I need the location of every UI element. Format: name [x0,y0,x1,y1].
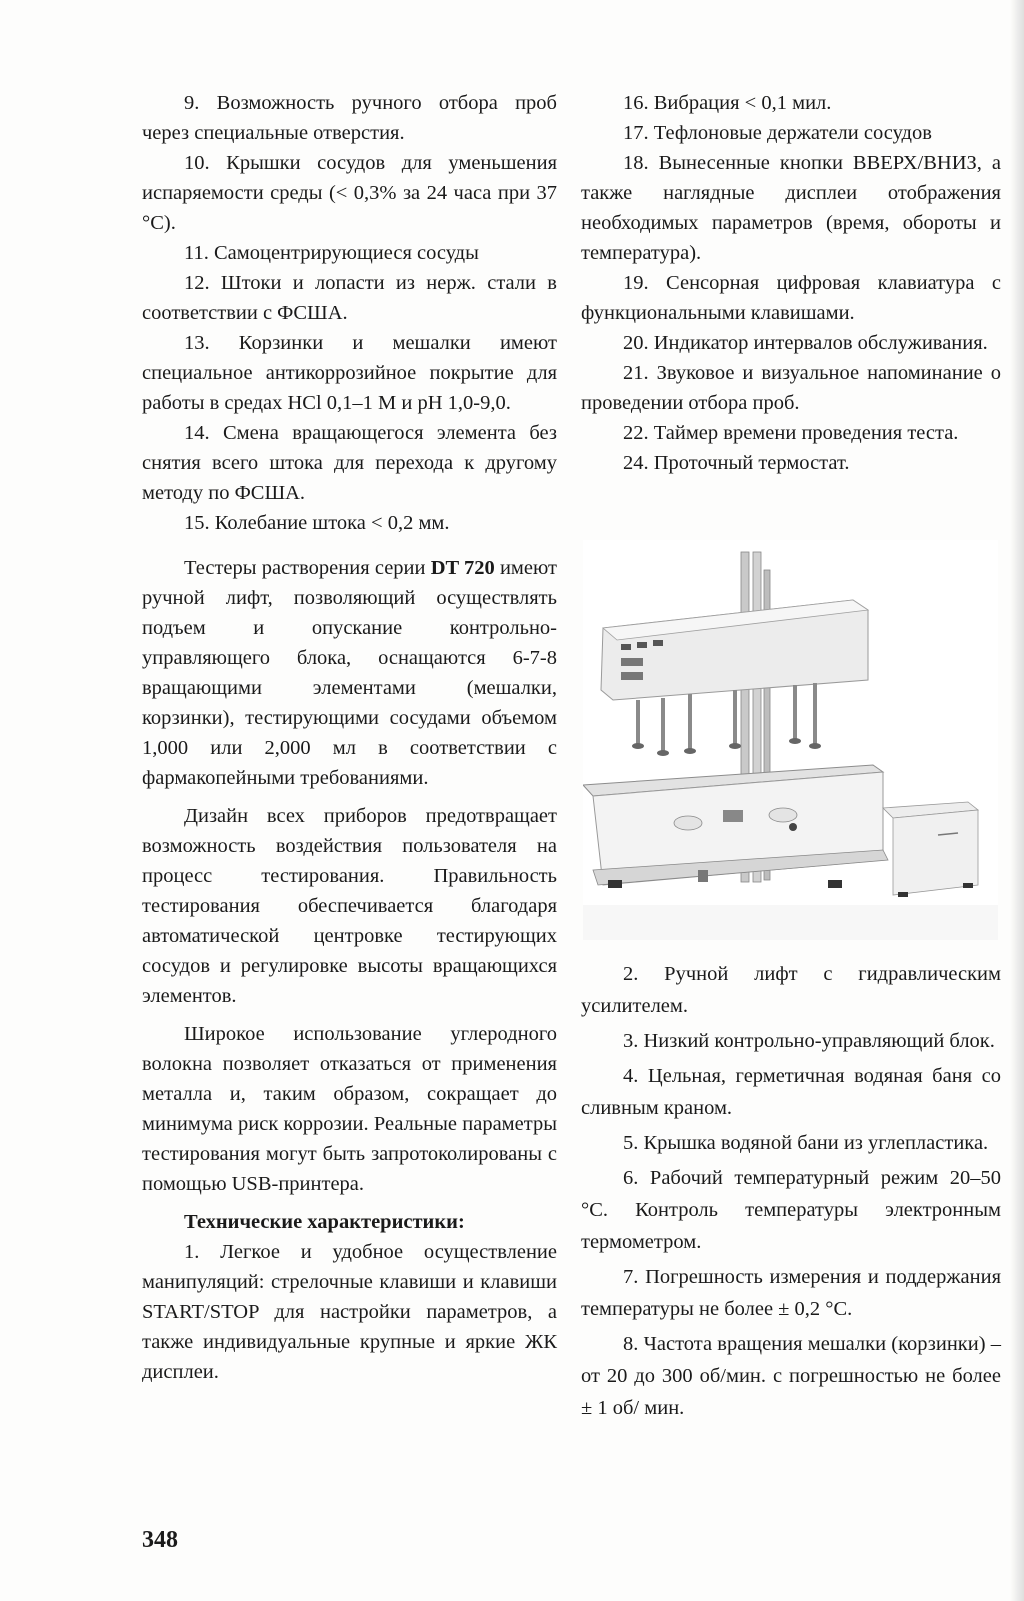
list-item: 2. Ручной лифт с гидравлическим усилителем. [581,963,1001,1017]
intro-paragraph [142,553,557,793]
list-item: 21. Звуковое и визуальное напоминание о проведении отбора проб. [581,362,1001,414]
list-item: 19. Сенсорная цифровая клавиатура с функциональными клавишами. [581,272,1001,324]
list-item: 9. Возможность ручного отбора проб через специальные отверстия. [142,92,557,144]
list-item: 13. Корзинки и мешалки имеют специальное антикоррозийное покрытие для работы в средах HCl 0,1–1 M и pH 1,0-9,0. [142,332,557,414]
page-number: 348 [142,1527,178,1553]
body-paragraph: Дизайн всех приборов предотвращает возможность воздействия пользователя на процесс тестирования. Правильность тестирования обеспечивается благодаря автоматической центровке тестирующих сосудов и регулировке высоты вращающихся элементов. [142,805,557,1007]
intro-suffix: имеют ручной лифт, позволяющий осуществлять подъем и опускание контрольно-управляющего блока, оснащаются 6-7-8 вращающими элементами (мешалки, корзинки), тестирующими сосудами объемом 1,000 или 2,000 мл в соответствии с фармакопейными требованиями. [142,557,557,789]
left-column-list [142,88,557,538]
left-column-body [142,553,557,1387]
list-item: 12. Штоки и лопасти из нерж. стали в соответствии с ФСША. [142,272,557,324]
list-item: 10. Крышки сосудов для уменьшения испаряемости среды (< 0,3% за 24 часа при 37 °C). [142,152,557,234]
list-item: 17. Тефлоновые держатели сосудов [623,122,932,144]
list-item: 24. Проточный термостат. [623,452,850,474]
list-item: 7. Погрешность измерения и поддержания температуры не более ± 0,2 °С. [581,1266,1001,1320]
list-item: 8. Частота вращения мешалки (корзинки) – от 20 до 300 об/мин. с погрешностью не более ± 1 об/ мин. [581,1333,1001,1419]
list-item: 22. Таймер времени проведения теста. [623,422,959,444]
list-item: 20. Индикатор интервалов обслуживания. [623,332,988,354]
list-item: 5. Крышка водяной бани из углепластика. [623,1132,989,1154]
list-item: 1. Легкое и удобное осуществление манипуляций: стрелочные клавиши и клавиши START/STOP для настройки параметров, а также индивидуальные крупные и яркие ЖК дисплеи. [142,1241,557,1383]
model-name: DT 720 [430,557,495,579]
list-item: 15. Колебание штока < 0,2 мм. [184,512,450,534]
list-item: 16. Вибрация < 0,1 мил. [623,92,832,114]
list-item: 14. Смена вращающегося элемента без снятия всего штока для перехода к другому методу по ФСША. [142,422,557,504]
right-column-list [581,88,1001,478]
list-item: 3. Низкий контрольно-управляющий блок. [623,1030,995,1052]
intro-prefix: Тестеры растворения серии [184,557,431,579]
right-column-specs [581,958,1001,1427]
body-paragraph: Широкое использование углеродного волокна позволяет отказаться от применения металла и, таким образом, сокращает до минимума риск коррозии. Реальные параметры тестирования могут быть запротоколированы с помощью USB-принтера. [142,1023,557,1195]
tech-heading: Технические характеристики: [184,1211,465,1233]
list-item: 4. Цельная, герметичная водяная баня со сливным краном. [581,1065,1001,1119]
page-edge-shadow [1010,0,1024,1601]
list-item: 11. Самоцентрирующиеся сосуды [184,242,479,264]
list-item: 6. Рабочий температурный режим 20–50 °С. Контроль температуры электронным термометром. [581,1167,1001,1253]
dissolution-tester-photo [583,540,998,940]
list-item: 18. Вынесенные кнопки ВВЕРХ/ВНИЗ, а также наглядные дисплеи отображения необходимых параметров (время, обороты и температура). [581,152,1001,264]
